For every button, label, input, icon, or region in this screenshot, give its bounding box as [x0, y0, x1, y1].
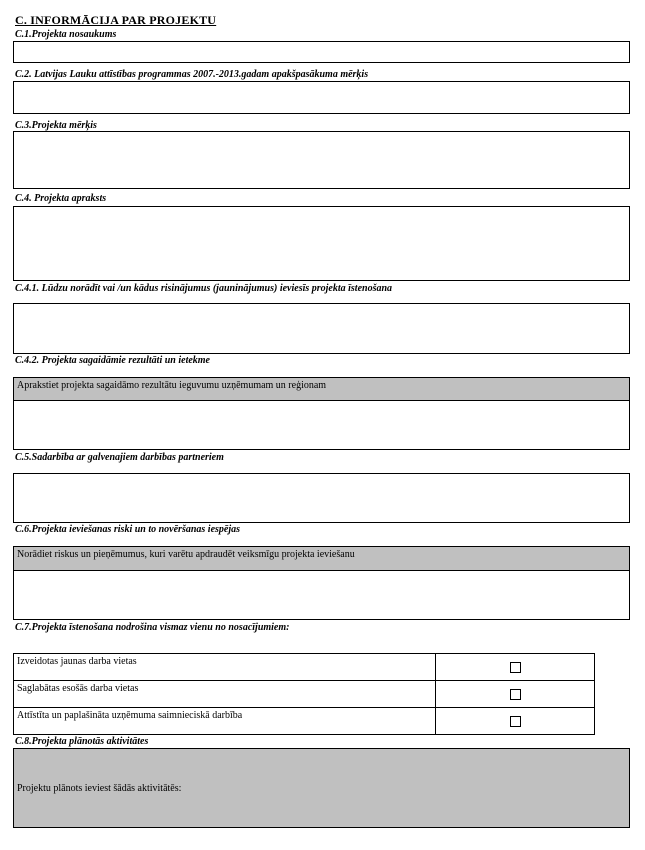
c8-activities-field[interactable] — [13, 748, 630, 828]
checkbox[interactable] — [510, 662, 521, 673]
c7-option-label: Izveidotas jaunas darba vietas — [14, 654, 436, 681]
c5-label: C.5.Sadarbība ar galvenajiem darbības partneriem — [15, 452, 224, 463]
table-row — [14, 654, 595, 681]
c1-project-name-field[interactable] — [13, 41, 630, 63]
checkbox[interactable] — [510, 716, 521, 727]
c1-label: C.1.Projekta nosaukums — [15, 29, 117, 40]
c42-label: C.4.2. Projekta sagaidāmie rezultāti un ietekme — [15, 355, 210, 366]
c7-option-checkbox-cell — [436, 654, 595, 681]
c4-label: C.4. Projekta apraksts — [15, 193, 107, 204]
checkbox[interactable] — [510, 689, 521, 700]
c8-prompt: Projektu plānots ieviest šādās aktivitātēs: — [17, 783, 182, 794]
c7-conditions-table — [13, 653, 595, 735]
c5-partners-field[interactable] — [13, 473, 630, 523]
c7-option-label: Saglabātas esošās darba vietas — [14, 681, 436, 708]
c7-label: C.7.Projekta īstenošana nodrošina vismaz vienu no nosacījumiem: — [15, 622, 290, 633]
c4-project-description-field[interactable] — [13, 206, 630, 281]
c6-label: C.6.Projekta ieviešanas riski un to novēršanas iespējas — [15, 524, 241, 535]
c41-innovations-field[interactable] — [13, 303, 630, 354]
c7-option-label: Attīstīta un paplašināta uzņēmuma saimnieciskā darbība — [14, 708, 436, 735]
c8-label: C.8.Projekta plānotās aktivitātes — [15, 736, 149, 747]
c3-label: C.3.Projekta mērķis — [15, 120, 97, 131]
c6-risks-field[interactable] — [13, 570, 630, 620]
c7-option-checkbox-cell — [436, 681, 595, 708]
c2-label: C.2. Latvijas Lauku attīstības programmas 2007.-2013.gadam apakšpasākuma mērķis — [15, 69, 369, 80]
c42-results-field[interactable] — [13, 400, 630, 450]
c6-prompt: Norādiet riskus un pieņēmumus, kuri varētu apdraudēt veiksmīgu projekta ieviešanu — [13, 546, 630, 571]
table-row — [14, 681, 595, 708]
section-title: C. INFORMĀCIJA PAR PROJEKTU — [15, 13, 217, 27]
c42-prompt: Aprakstiet projekta sagaidāmo rezultātu ieguvumu uzņēmumam un reģionam — [13, 377, 630, 401]
c7-option-checkbox-cell — [436, 708, 595, 735]
table-row — [14, 708, 595, 735]
c41-label: C.4.1. Lūdzu norādīt vai /un kādus risinājumus (jauninājumus) ieviesīs projekta īstenošana — [15, 283, 393, 294]
c2-subprogram-goal-field[interactable] — [13, 81, 630, 114]
c3-project-goal-field[interactable] — [13, 131, 630, 189]
